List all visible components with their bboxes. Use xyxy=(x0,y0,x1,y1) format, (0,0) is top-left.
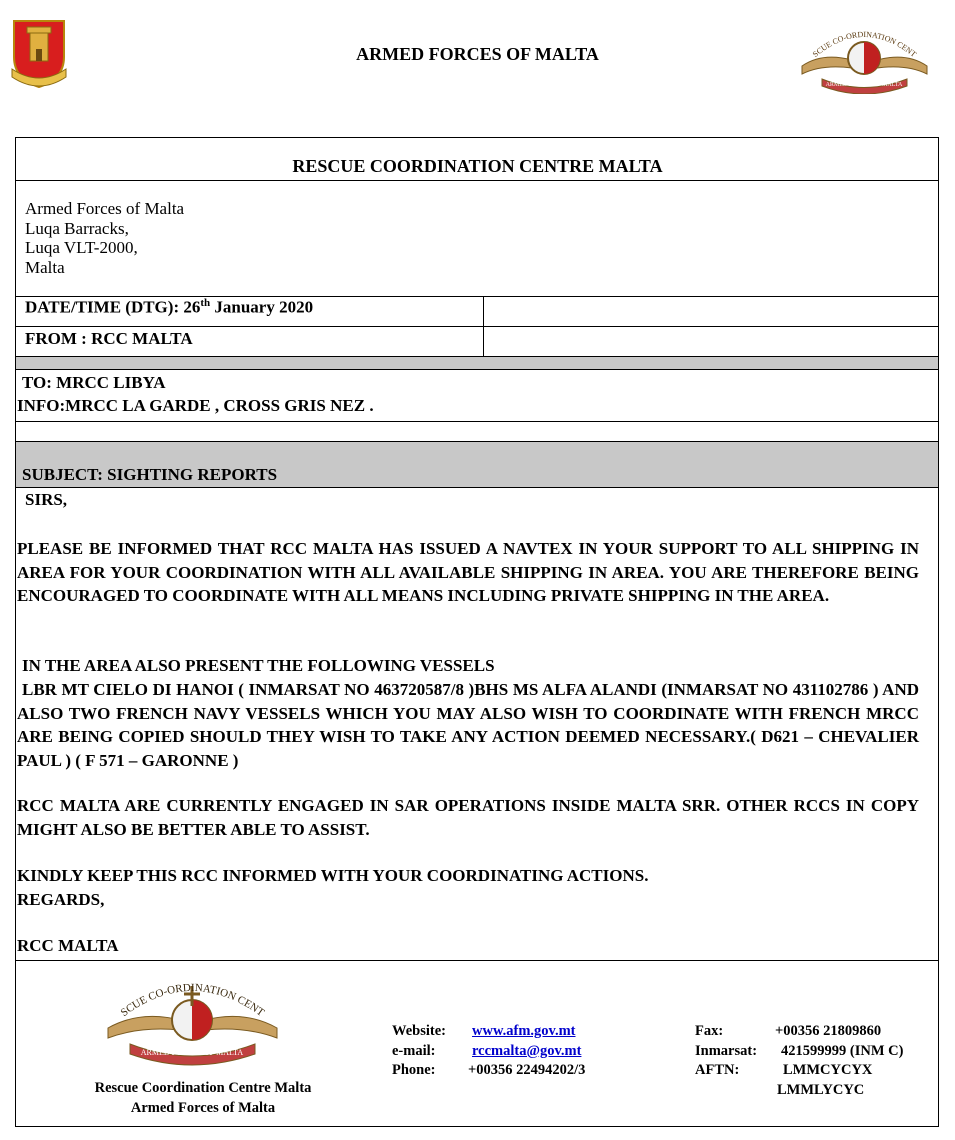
footer-org xyxy=(18,1079,388,1118)
footer-org-line: Armed Forces of Malta xyxy=(130,1099,276,1116)
address-line: Luqa VLT-2000, xyxy=(25,238,138,257)
footer-logo-ribbon-text: ARMED FORCES OF MALTA xyxy=(140,1048,244,1057)
footer-rcc-logo-icon xyxy=(100,976,285,1068)
website-label: Website: xyxy=(392,1023,446,1039)
footer-logo-arc-text: SCUE CO-ORDINATION CENT xyxy=(118,981,267,1020)
signature: RCC MALTA xyxy=(17,936,119,955)
dtg-field xyxy=(25,297,313,318)
footer-contact-labels xyxy=(392,1022,446,1081)
to-field: TO: MRCC LIBYA xyxy=(22,373,166,392)
message-paragraph: IN THE AREA ALSO PRESENT THE FOLLOWING VESSELS xyxy=(22,656,495,675)
rcc-logo-arc-text: SCUE CO-ORDINATION CENT xyxy=(810,29,919,59)
email-link[interactable]: rccmalta@gov.mt xyxy=(472,1042,582,1059)
fax-label: Fax: xyxy=(695,1023,724,1039)
aftn-label: AFTN: xyxy=(695,1062,740,1078)
website-link[interactable]: www.afm.gov.mt xyxy=(472,1023,576,1039)
subject-field: SUBJECT: SIGHTING REPORTS xyxy=(22,465,278,484)
email-label: e-mail: xyxy=(392,1042,436,1059)
footer-website-email xyxy=(472,1022,581,1061)
address-line: Armed Forces of Malta xyxy=(25,199,185,218)
fax-value: +00356 21809860 xyxy=(775,1023,882,1039)
aftn-value-2: LMMLYCYC xyxy=(777,1081,865,1098)
message-paragraph: RCC MALTA ARE CURRENTLY ENGAGED IN SAR OPERATIONS INSIDE MALTA SRR. OTHER RCCS IN COPY MIGHT ALSO BE BETTER ABLE TO ASSIST. xyxy=(17,796,919,839)
page-title: ARMED FORCES OF MALTA xyxy=(356,44,599,64)
address-line: Malta xyxy=(25,257,65,277)
info-field: INFO:MRCC LA GARDE , CROSS GRIS NEZ . xyxy=(17,396,374,415)
from-field: FROM : RCC MALTA xyxy=(25,329,193,348)
phone-value: +00356 22494202/3 xyxy=(468,1062,586,1078)
salutation: SIRS, xyxy=(25,490,68,509)
message-paragraph: KINDLY KEEP THIS RCC INFORMED WITH YOUR COORDINATING ACTIONS. xyxy=(17,866,649,885)
address-line: Luqa Barracks, xyxy=(25,218,129,238)
dtg-date: January 2020 xyxy=(210,297,314,317)
footer-org-line: Rescue Coordination Centre Malta xyxy=(94,1080,312,1096)
rcc-logo-ribbon-text: ARMED FORCES OF MALTA xyxy=(825,82,903,88)
centre-title: RESCUE COORDINATION CENTRE MALTA xyxy=(292,156,663,176)
dtg-suffix: th xyxy=(200,297,211,309)
address-block xyxy=(25,199,184,277)
message-paragraph: LBR MT CIELO DI HANOI ( INMARSAT NO 463720587/8 )BHS MS ALFA ALANDI (INMARSAT NO 431102786 ) AND ALSO TWO FRENCH NAVY VESSELS WHICH YOU MAY ALSO WISH TO COORDINATE WITH FRENCH MRCC ARE BEING COPIED SHOULD THEY WISH TO TAKE ANY ACTION DEEMED NECESSARY.( D621 – CHEVALIER PAUL ) ( F 571 – GARONNE ) xyxy=(17,680,919,770)
message-paragraph: PLEASE BE INFORMED THAT RCC MALTA HAS ISSUED A NAVTEX IN YOUR SUPPORT TO ALL SHIPPING IN AREA FOR YOUR COORDINATION WITH ALL AVAILABLE SHIPPING IN AREA. YOU ARE THEREFORE BEING ENCOURAGED TO COORDINATE WITH ALL MEANS INCLUDING PRIVATE SHIPPING IN THE AREA. xyxy=(17,539,919,605)
aftn-value-1: LMMCYCYX xyxy=(783,1062,873,1078)
inmarsat-label: Inmarsat: xyxy=(695,1042,758,1059)
phone-label: Phone: xyxy=(392,1062,436,1078)
footer-comm-labels xyxy=(695,1022,757,1081)
dtg-label: DATE/TIME (DTG): 26 xyxy=(25,297,201,317)
closing-regards: REGARDS, xyxy=(17,890,105,909)
inmarsat-value: 421599999 (INM C) xyxy=(781,1042,904,1059)
rcc-logo-icon xyxy=(792,24,937,94)
